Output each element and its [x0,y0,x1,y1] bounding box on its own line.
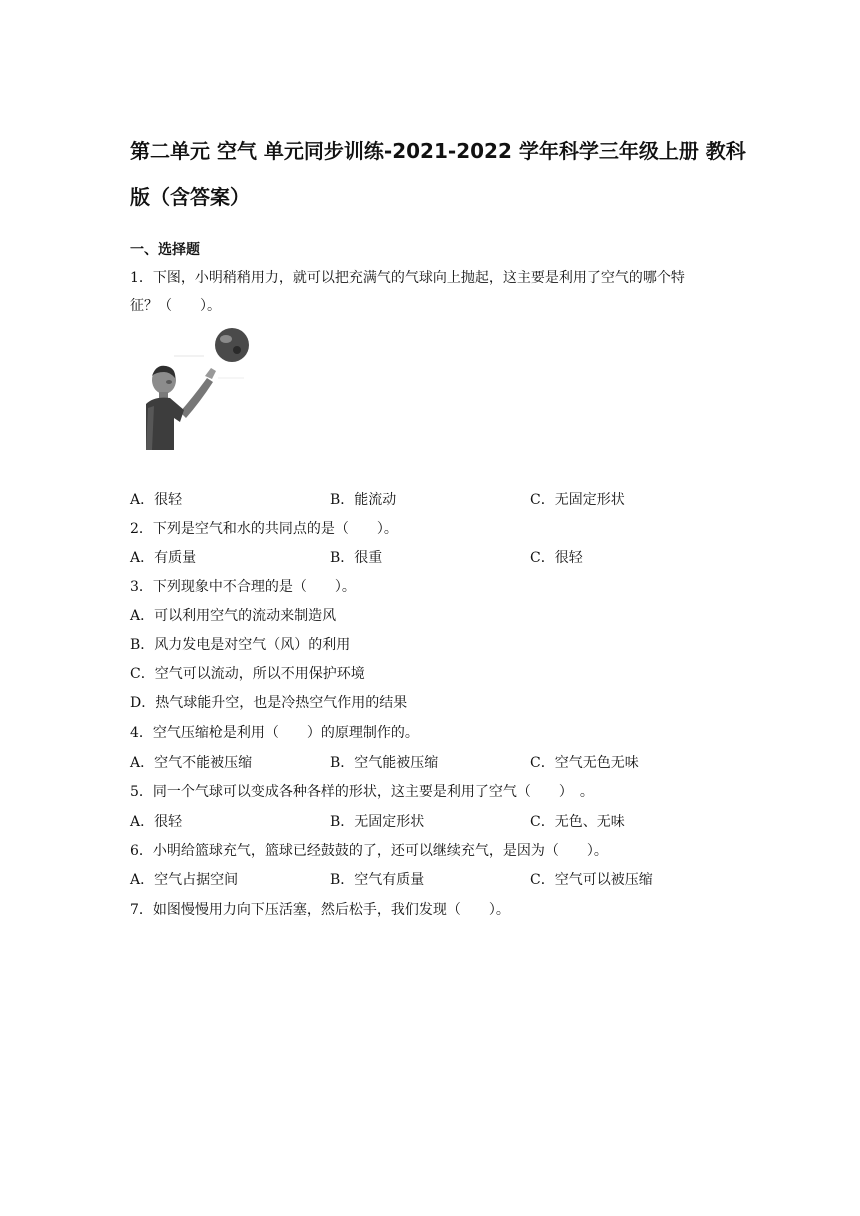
question-4-option-c: C．空气无色无味 [530,755,639,771]
question-6-stem: 6．小明给篮球充气，篮球已经鼓鼓的了，还可以继续充气，是因为（ ）。 [130,843,608,859]
question-1-option-a: A．很轻 [130,492,183,508]
question-3-option-b: B．风力发电是对空气（风）的利用 [130,637,351,653]
question-2-option-b: B．很重 [330,550,383,566]
question-2-stem: 2．下列是空气和水的共同点的是（ ）。 [130,521,398,537]
boy-tossing-balloon-photo [144,326,254,450]
question-1-option-b: B．能流动 [330,492,397,508]
question-4-option-a: A．空气不能被压缩 [130,755,253,771]
question-4-stem: 4．空气压缩枪是利用（ ）的原理制作的。 [130,725,419,741]
question-5-stem: 5．同一个气球可以变成各种各样的形状，这主要是利用了空气（ ） 。 [130,784,594,800]
document-title-line-1: 第二单元 空气 单元同步训练-2021-2022 学年科学三年级上册 教科 [130,139,746,163]
question-2-option-a: A．有质量 [130,550,197,566]
question-1-option-c: C．无固定形状 [530,492,625,508]
question-5-option-c: C．无色、无味 [530,814,625,830]
question-5-option-b: B．无固定形状 [330,814,425,830]
question-3-option-d: D．热气球能升空，也是冷热空气作用的结果 [130,695,408,711]
question-3-option-c: C．空气可以流动，所以不用保护环境 [130,666,365,682]
question-6-option-b: B．空气有质量 [330,872,425,888]
question-1-stem-line-1: 1．下图，小明稍稍用力，就可以把充满气的气球向上抛起，这主要是利用了空气的哪个特 [130,270,685,286]
question-6-option-c: C．空气可以被压缩 [530,872,653,888]
question-5-option-a: A．很轻 [130,814,183,830]
section-heading: 一、选择题 [130,242,200,258]
question-2-option-c: C．很轻 [530,550,583,566]
question-3-option-a: A．可以利用空气的流动来制造风 [130,608,337,624]
question-7-stem: 7．如图慢慢用力向下压活塞，然后松手，我们发现（ ）。 [130,902,510,918]
question-3-stem: 3．下列现象中不合理的是（ ）。 [130,579,356,595]
question-4-option-b: B．空气能被压缩 [330,755,439,771]
document-title-line-2: 版（含答案） [130,185,250,209]
question-1-stem-line-2: 征？（ ）。 [130,298,221,314]
question-6-option-a: A．空气占据空间 [130,872,239,888]
